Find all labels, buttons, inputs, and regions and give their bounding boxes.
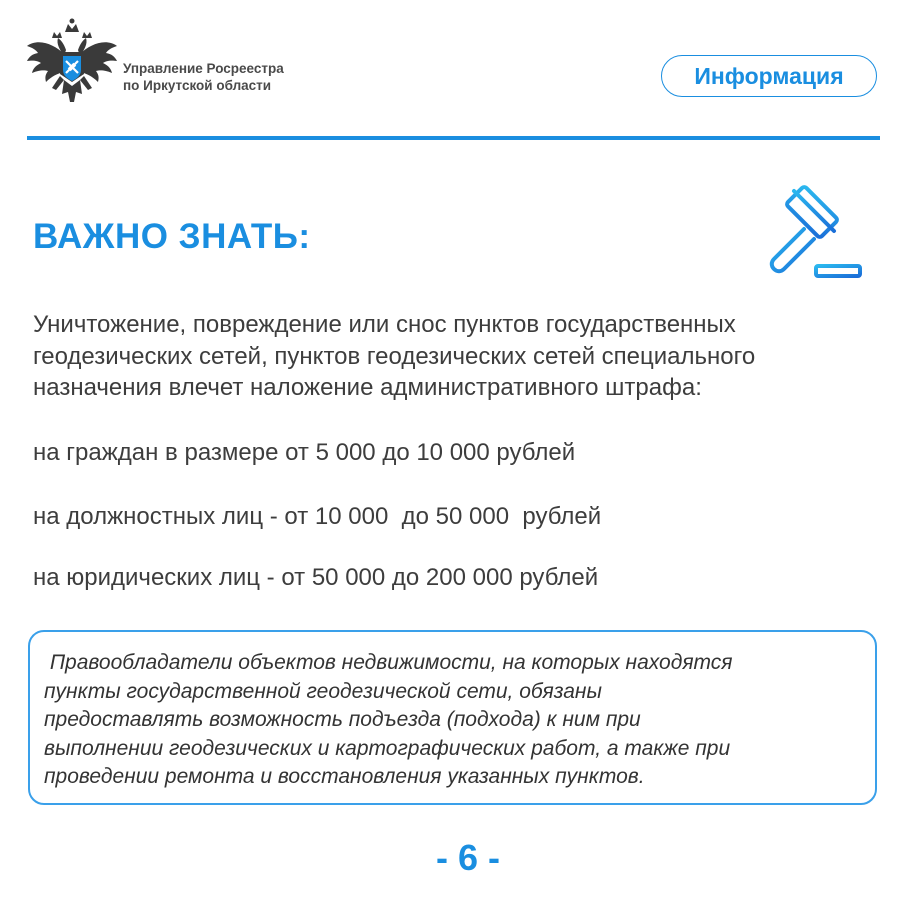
note-box (28, 630, 877, 805)
page-number: - 6 - (435, 837, 500, 878)
fine-citizens: на граждан в размере от 5 000 до 10 000 рублей (33, 439, 576, 466)
organization-name-line-1: Управление Росреестра (123, 61, 284, 76)
note-text: Правообладатели объектов недвижимости, на которых находятся пункты государственной геодезической сети, обязаны предоставлять возможность подъезда (подхода) к ним при выполнении геодезических и картографических работ, а также при проведении ремонта и восстановления указанных пунктов. (44, 651, 733, 788)
intro-paragraph: Уничтожение, повреждение или снос пунктов государственных геодезических сетей, пунктов геодезических сетей специального назначения влечет наложение административного штрафа: (33, 311, 756, 401)
organization-name-line-2: по Иркутской области (123, 78, 272, 93)
fine-legal-entities: на юридических лиц - от 50 000 до 200 000 рублей (33, 564, 599, 591)
gavel-icon (764, 183, 870, 285)
info-badge: Информация (661, 55, 877, 97)
organization-name (123, 60, 323, 94)
page-title: ВАЖНО ЗНАТЬ: (33, 217, 311, 256)
fine-officials: на должностных лиц - от 10 000 до 50 000 рублей (33, 503, 602, 530)
rosreestr-emblem-icon (24, 16, 120, 112)
header-divider (27, 136, 880, 140)
